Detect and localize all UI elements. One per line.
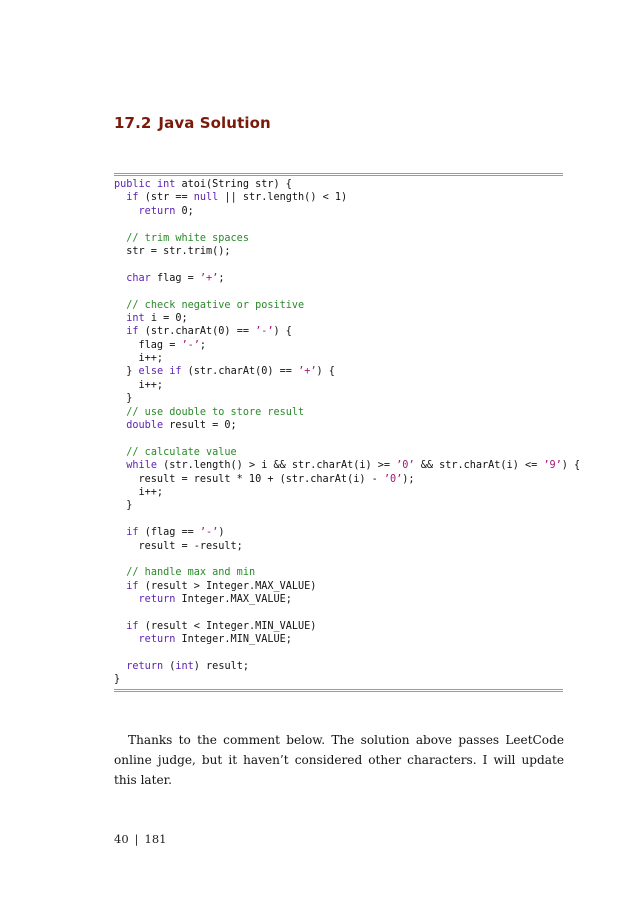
code-string: ’9’: [543, 460, 562, 472]
code-keyword: else: [138, 366, 164, 378]
code-top-rule: [114, 173, 563, 174]
code-line: [114, 419, 563, 432]
code-line: [114, 580, 563, 593]
code-keyword: return: [138, 594, 176, 606]
code-text: (result > Integer.MAX_VALUE): [138, 580, 317, 592]
code-comment: // calculate value: [126, 446, 237, 458]
code-text: [114, 300, 126, 311]
code-keyword: public: [114, 179, 151, 190]
code-line: [114, 232, 563, 245]
code-text: [114, 326, 126, 337]
code-text: [114, 460, 126, 471]
code-line: [114, 325, 563, 338]
code-line: [114, 540, 563, 553]
code-text: [114, 206, 139, 217]
code-string: ’-’: [255, 326, 274, 338]
page-footer: [114, 832, 166, 846]
code-line: [114, 660, 563, 673]
code-line: [114, 205, 563, 218]
code-text: (result < Integer.MIN_VALUE): [138, 620, 317, 632]
code-keyword: return: [138, 205, 176, 217]
code-keyword: char: [126, 272, 151, 284]
code-line: [114, 486, 563, 499]
code-text: (str.charAt(0) ==: [138, 326, 256, 338]
code-line: [114, 633, 563, 646]
code-text: [114, 273, 126, 284]
code-line: [114, 406, 563, 419]
code-text: result = -result;: [114, 540, 243, 552]
code-text: i++;: [114, 486, 164, 498]
code-text: || str.length() < 1): [218, 192, 348, 204]
code-keyword: int: [156, 179, 176, 190]
code-line: [114, 272, 563, 285]
section-number: 17.2: [114, 114, 152, 132]
code-string: ’-’: [181, 339, 200, 351]
code-keyword: if: [169, 366, 182, 378]
code-comment: // trim white spaces: [126, 232, 249, 244]
code-text: ) {: [316, 366, 335, 378]
code-text: }: [114, 674, 121, 686]
code-text: flag =: [114, 339, 182, 351]
code-text: ) {: [273, 326, 292, 338]
code-text: [114, 621, 126, 632]
code-text: result = 0;: [163, 420, 237, 432]
code-text: );: [402, 473, 415, 485]
code-text: [114, 567, 126, 578]
code-text: (: [163, 661, 176, 673]
code-text: (str.length() > i && str.charAt(i) >=: [156, 460, 397, 472]
code-text: [114, 313, 126, 324]
code-text: (str.charAt(0) ==: [181, 366, 299, 378]
code-text: result = result * 10 + (str.charAt(i) -: [114, 473, 384, 485]
code-string: ’0’: [383, 473, 403, 485]
code-line: [114, 513, 563, 526]
page-number: 40: [114, 832, 129, 846]
code-line: [114, 379, 563, 392]
code-bottom-rule: [114, 691, 563, 692]
body-paragraph: Thanks to the comment below. The solution above passes LeetCode online judge, but it haven’t considered other characters. I will update this later.: [114, 733, 564, 787]
code-text: [114, 527, 126, 538]
code-line: [114, 473, 563, 486]
code-text: (flag ==: [138, 527, 200, 539]
code-keyword: int: [126, 312, 145, 324]
code-line: [114, 218, 563, 231]
code-string: ’0’: [396, 460, 415, 472]
code-keyword: int: [175, 661, 194, 673]
section-title: Java Solution: [158, 114, 271, 132]
code-text: [114, 420, 126, 431]
code-string: ’+’: [298, 366, 317, 378]
code-text: [114, 447, 126, 458]
code-text: i++;: [114, 379, 164, 391]
code-line: [114, 365, 563, 378]
code-text: && str.charAt(i) <=: [414, 460, 544, 472]
code-line: [114, 526, 563, 539]
code-string: ’-’: [199, 527, 219, 539]
code-text: }: [114, 393, 133, 405]
code-line: [114, 446, 563, 459]
code-line: [114, 593, 563, 606]
code-bottom-rule-inner: [114, 689, 563, 690]
code-text: str = str.trim();: [114, 245, 231, 257]
code-text: [114, 634, 139, 645]
code-text: }: [114, 500, 133, 512]
code-text: atoi(String str) {: [175, 179, 292, 190]
code-block: [114, 178, 581, 687]
code-comment: // handle max and min: [126, 567, 256, 579]
code-text: ;: [218, 272, 225, 284]
section-heading: [114, 114, 271, 132]
code-keyword: if: [126, 620, 139, 632]
code-text: (str ==: [138, 192, 194, 204]
code-text: ) {: [561, 460, 581, 472]
code-keyword: if: [126, 527, 139, 539]
code-line: [114, 299, 563, 312]
code-text: 0;: [175, 205, 194, 217]
code-text: Integer.MIN_VALUE;: [175, 634, 292, 646]
code-line: [114, 499, 563, 512]
code-string: ’+’: [199, 272, 219, 284]
code-text: [114, 581, 126, 592]
code-text: Integer.MAX_VALUE;: [175, 594, 292, 606]
code-line: [114, 647, 563, 660]
code-line: [114, 312, 563, 325]
code-text: i++;: [114, 353, 164, 365]
code-comment: // use double to store result: [126, 406, 305, 418]
code-keyword: if: [126, 580, 139, 592]
code-line: [114, 258, 563, 271]
code-text: i = 0;: [144, 312, 188, 324]
code-keyword: null: [193, 192, 219, 204]
code-line: [114, 459, 581, 472]
code-text: }: [114, 366, 139, 378]
code-line: [114, 352, 563, 365]
code-text: ;: [199, 339, 207, 351]
page-separator: |: [134, 832, 139, 846]
code-keyword: double: [126, 420, 164, 432]
code-line: [114, 566, 563, 579]
code-line: [114, 553, 563, 566]
page-total: 181: [144, 832, 167, 846]
code-keyword: return: [138, 634, 176, 646]
code-line: [114, 607, 563, 620]
code-line: [114, 178, 563, 191]
code-comment: // check negative or positive: [126, 299, 305, 311]
code-line: [114, 620, 563, 633]
code-text: ) result;: [193, 661, 249, 673]
code-line: [114, 245, 563, 258]
code-text: [114, 407, 126, 418]
code-text: flag =: [150, 272, 200, 284]
code-text: ): [218, 527, 225, 539]
code-keyword: return: [126, 661, 164, 673]
code-keyword: if: [126, 326, 139, 338]
code-top-rule-inner: [114, 175, 563, 176]
code-line: [114, 285, 563, 298]
code-line: [114, 392, 563, 405]
code-line: [114, 432, 563, 445]
code-keyword: if: [126, 192, 139, 204]
code-text: [114, 192, 126, 203]
code-line: [114, 191, 563, 204]
code-line: [114, 673, 563, 686]
code-keyword: while: [126, 460, 157, 472]
code-text: [114, 594, 139, 605]
code-text: [114, 233, 126, 244]
code-text: [114, 661, 126, 672]
code-line: [114, 339, 563, 352]
